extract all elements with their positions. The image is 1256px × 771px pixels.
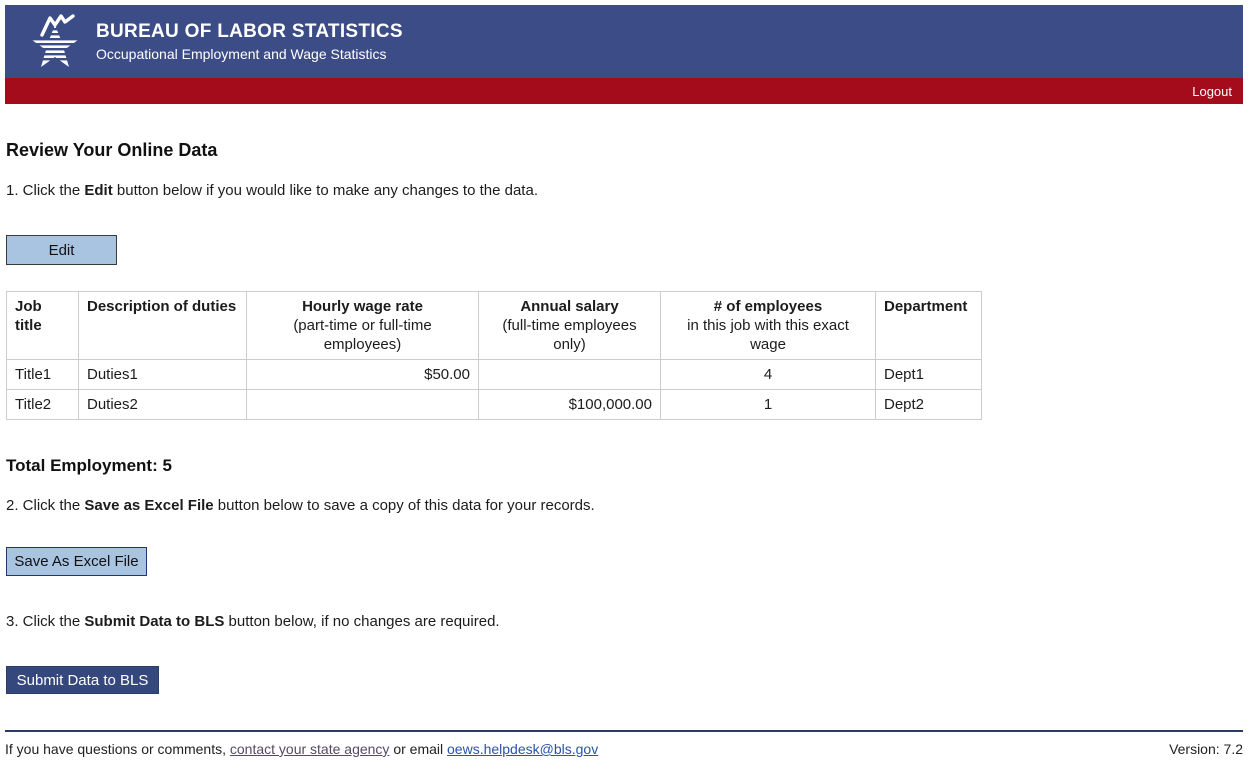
col-title: # of employees	[713, 298, 823, 315]
cell-job-title: Title2	[7, 390, 79, 420]
step2-bold: Save as Excel File	[84, 497, 214, 514]
logout-bar	[5, 78, 1243, 104]
cell-department: Dept2	[876, 390, 982, 420]
bls-star-logo-icon	[28, 12, 82, 72]
cell-num-employees: 4	[661, 360, 876, 390]
col-subtitle: in this job with this exact wage	[687, 317, 849, 353]
save-as-excel-button[interactable]: Save As Excel File	[6, 547, 147, 576]
edit-button[interactable]: Edit	[6, 235, 117, 265]
page-container	[5, 5, 1243, 771]
version-text: Version: 7.2	[1169, 741, 1243, 757]
cell-annual-salary	[479, 360, 661, 390]
table-row	[7, 390, 982, 420]
main-content	[6, 140, 1243, 694]
col-subtitle: (full-time employees only)	[502, 317, 637, 353]
step2-prefix: 2. Click the	[6, 497, 85, 514]
col-title: Hourly wage rate	[302, 298, 423, 315]
cell-hourly-wage	[247, 390, 479, 420]
col-header-job-title	[7, 292, 79, 360]
logout-link[interactable]: Logout	[1192, 83, 1232, 99]
cell-annual-salary: $100,000.00	[479, 390, 661, 420]
step3-bold: Submit Data to BLS	[84, 613, 225, 630]
cell-duties: Duties1	[79, 360, 247, 390]
step1-prefix: 1. Click the	[6, 182, 85, 199]
col-title: Annual salary	[520, 298, 619, 315]
col-title: Job title	[15, 298, 42, 334]
col-subtitle: (part-time or full-time employees)	[293, 317, 432, 353]
col-header-hourly-wage	[247, 292, 479, 360]
cell-department: Dept1	[876, 360, 982, 390]
table-row	[7, 360, 982, 390]
step3-prefix: 3. Click the	[6, 613, 85, 630]
cell-num-employees: 1	[661, 390, 876, 420]
page-title: Review Your Online Data	[6, 140, 218, 160]
header-text-block	[96, 21, 403, 62]
step2-suffix: button below to save a copy of this data for your records.	[213, 497, 595, 514]
step1-bold: Edit	[84, 182, 113, 199]
cell-job-title: Title1	[7, 360, 79, 390]
step3-suffix: button below, if no changes are required.	[224, 613, 500, 630]
col-header-annual-salary	[479, 292, 661, 360]
footer-prefix: If you have questions or comments,	[5, 741, 230, 757]
contact-state-agency-link[interactable]: contact your state agency	[229, 741, 390, 757]
header-banner	[5, 5, 1243, 78]
submit-data-to-bls-button[interactable]: Submit Data to BLS	[6, 666, 159, 694]
col-title: Description of duties	[87, 298, 237, 315]
step1-suffix: button below if you would like to make any changes to the data.	[112, 182, 538, 199]
cell-duties: Duties2	[79, 390, 247, 420]
cell-hourly-wage: $50.00	[247, 360, 479, 390]
table-header-row	[7, 292, 982, 360]
helpdesk-email-link[interactable]: oews.helpdesk@bls.gov	[447, 741, 599, 757]
footer	[5, 730, 1243, 771]
col-header-duties	[79, 292, 247, 360]
footer-contact-text	[5, 741, 598, 757]
wage-data-table	[6, 291, 982, 420]
total-employment	[6, 456, 1243, 476]
footer-or-email: or email	[389, 741, 448, 757]
step3-instruction	[6, 613, 1243, 630]
header-title: BUREAU OF LABOR STATISTICS	[96, 21, 403, 42]
total-employment-value: 5	[162, 456, 172, 475]
col-header-department	[876, 292, 982, 360]
col-title: Department	[884, 298, 968, 315]
step2-instruction	[6, 497, 1243, 514]
step1-instruction	[6, 182, 1243, 199]
total-employment-label: Total Employment:	[6, 456, 158, 475]
col-header-num-employees	[661, 292, 876, 360]
header-subtitle: Occupational Employment and Wage Statistics	[96, 46, 387, 62]
